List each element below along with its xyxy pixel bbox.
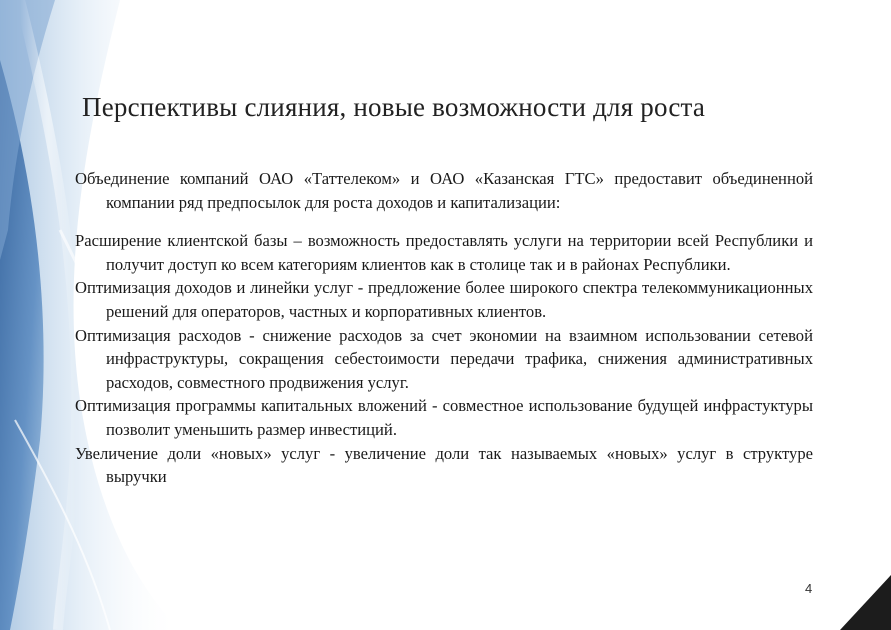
paragraph-capex-optimization: Оптимизация программы капитальных вложений - совместное использование будущей инфрастуктуры позволит уменьшить размер инвестиций. (75, 396, 813, 439)
paragraph-revenue-optimization: Оптимизация доходов и линейки услуг - предложение более широкого спектра телекоммуникационных решений для операторов, частных и корпоративных клиентов. (75, 278, 813, 321)
paragraph-new-services: Увеличение доли «новых» услуг - увеличение доли так называемых «новых» услуг в структуре выручки (75, 443, 813, 487)
slide-title: Перспективы слияния, новые возможности для роста (82, 92, 706, 122)
paragraph-client-base: Расширение клиентской базы – возможность предоставлять услуги на территории всей Республики и получит доступ ко всем категориям клиентов как в столице так и в районах Республики. (75, 231, 813, 274)
page-number: 4 (805, 581, 813, 596)
paragraph-intro: Объединение компаний ОАО «Таттелеком» и ОАО «Казанская ГТС» предоставит объединенной компании ряд предпосылок для роста доходов и капитализации: (75, 169, 813, 212)
slide-body (75, 167, 813, 489)
paragraph-cost-optimization: Оптимизация расходов - снижение расходов за счет экономии на взаимном использовании сетевой инфраструктуры, сокращения себестоимости передачи трафика, снижения административных расходов, совместного продвижения услуг. (75, 325, 813, 392)
